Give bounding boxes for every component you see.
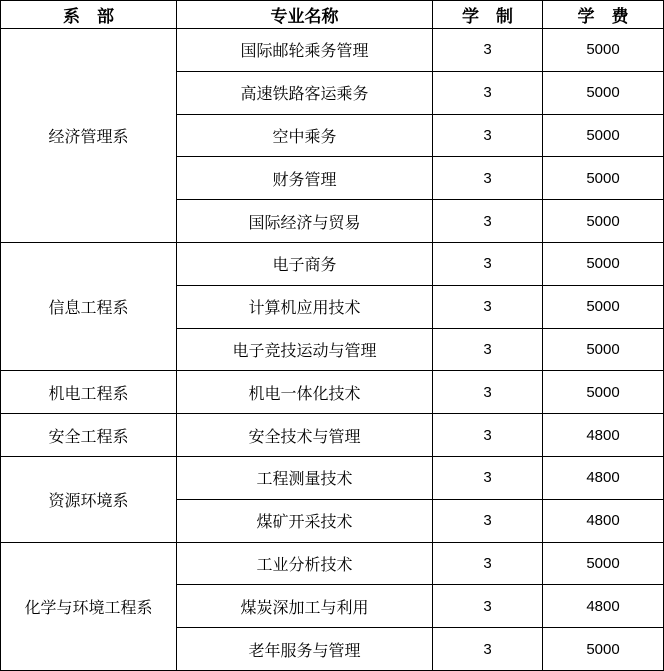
years-cell: 3 <box>433 157 543 200</box>
major-cell: 财务管理 <box>177 157 433 200</box>
major-cell: 安全技术与管理 <box>177 414 433 457</box>
major-cell: 国际邮轮乘务管理 <box>177 29 433 72</box>
department-cell: 机电工程系 <box>1 371 177 414</box>
table-row <box>1 242 664 285</box>
header-major: 专业名称 <box>177 1 433 29</box>
table-body <box>1 29 664 671</box>
header-years: 学 制 <box>433 1 543 29</box>
fee-cell: 5000 <box>543 157 664 200</box>
department-cell: 安全工程系 <box>1 414 177 457</box>
fee-cell: 4800 <box>543 456 664 499</box>
years-cell: 3 <box>433 328 543 371</box>
fee-cell: 5000 <box>543 542 664 585</box>
fee-cell: 4800 <box>543 499 664 542</box>
fee-cell: 5000 <box>543 628 664 671</box>
major-cell: 计算机应用技术 <box>177 285 433 328</box>
fee-cell: 5000 <box>543 29 664 72</box>
major-cell: 高速铁路客运乘务 <box>177 71 433 114</box>
years-cell: 3 <box>433 585 543 628</box>
fee-cell: 5000 <box>543 242 664 285</box>
header-row <box>1 1 664 29</box>
major-cell: 煤炭深加工与利用 <box>177 585 433 628</box>
years-cell: 3 <box>433 414 543 457</box>
major-cell: 机电一体化技术 <box>177 371 433 414</box>
years-cell: 3 <box>433 285 543 328</box>
years-cell: 3 <box>433 29 543 72</box>
department-cell: 经济管理系 <box>1 29 177 243</box>
table-header <box>1 1 664 29</box>
department-cell: 化学与环境工程系 <box>1 542 177 670</box>
major-cell: 空中乘务 <box>177 114 433 157</box>
table-row <box>1 542 664 585</box>
department-cell: 信息工程系 <box>1 242 177 370</box>
years-cell: 3 <box>433 456 543 499</box>
table-row <box>1 29 664 72</box>
department-cell: 资源环境系 <box>1 456 177 542</box>
years-cell: 3 <box>433 242 543 285</box>
fee-cell: 4800 <box>543 585 664 628</box>
years-cell: 3 <box>433 71 543 114</box>
fee-cell: 5000 <box>543 114 664 157</box>
fee-cell: 5000 <box>543 285 664 328</box>
major-cell: 工业分析技术 <box>177 542 433 585</box>
major-cell: 电子商务 <box>177 242 433 285</box>
years-cell: 3 <box>433 371 543 414</box>
years-cell: 3 <box>433 499 543 542</box>
years-cell: 3 <box>433 114 543 157</box>
years-cell: 3 <box>433 628 543 671</box>
major-cell: 工程测量技术 <box>177 456 433 499</box>
years-cell: 3 <box>433 542 543 585</box>
fee-cell: 5000 <box>543 371 664 414</box>
header-fee: 学 费 <box>543 1 664 29</box>
fee-cell: 5000 <box>543 71 664 114</box>
header-department: 系 部 <box>1 1 177 29</box>
table-row <box>1 371 664 414</box>
major-cell: 煤矿开采技术 <box>177 499 433 542</box>
fee-cell: 4800 <box>543 414 664 457</box>
major-cell: 国际经济与贸易 <box>177 200 433 243</box>
years-cell: 3 <box>433 200 543 243</box>
table-row <box>1 414 664 457</box>
major-cell: 老年服务与管理 <box>177 628 433 671</box>
fee-cell: 5000 <box>543 328 664 371</box>
fee-cell: 5000 <box>543 200 664 243</box>
major-cell: 电子竞技运动与管理 <box>177 328 433 371</box>
table-row <box>1 456 664 499</box>
